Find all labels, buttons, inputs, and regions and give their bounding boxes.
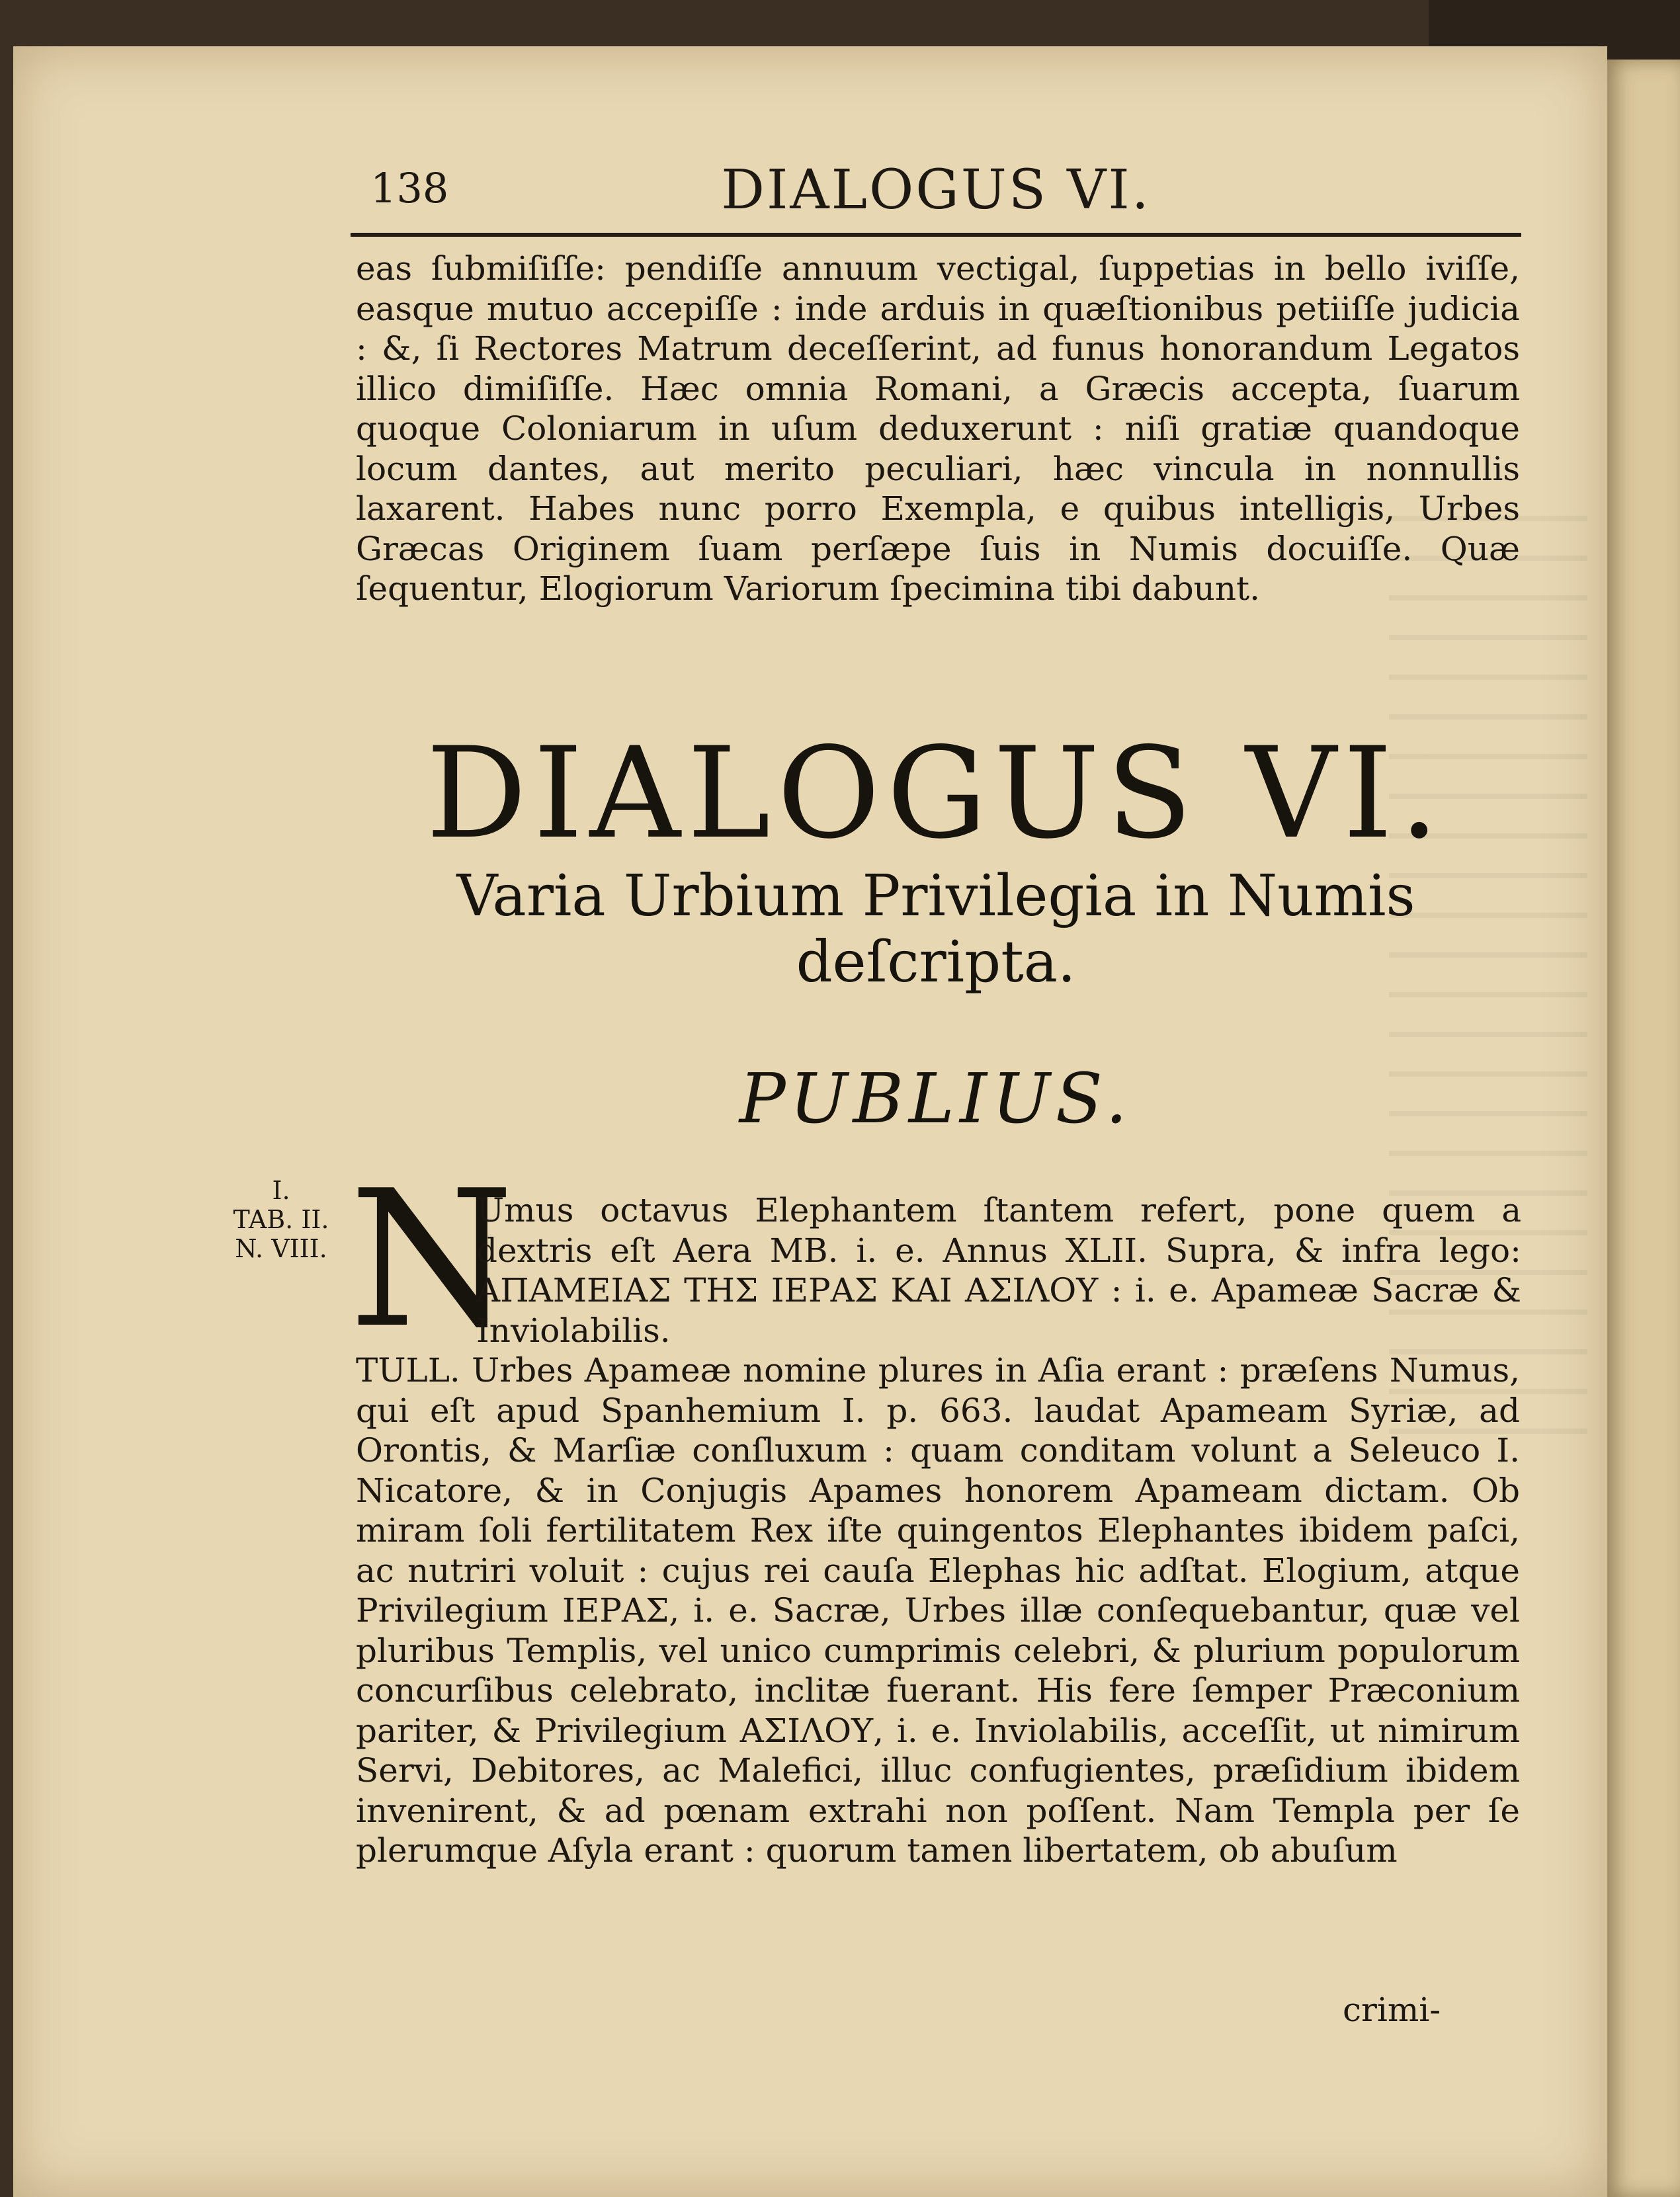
margin-note-line-2: TAB. II. [233, 1205, 329, 1234]
facing-page-edge [1607, 60, 1680, 2197]
dialogue-heading: DIALOGUS VI. [426, 720, 1446, 866]
catchword: crimi- [1343, 1991, 1441, 2029]
running-head [351, 159, 1521, 231]
paragraph-1: eas ſubmiſiſſe: pendiſſe annuum vectigal, ſuppetias in bello iviſſe, easque mutuo accepiſſe : inde arduis in quæſtionibus petiiſſe judicia : &, ſi Rectores Matrum deceſſerint, ad funus honorandum Legatos illico dimiſiſſe. Hæc omnia Romani, a Græcis accepta, ſuarum quoque Coloniarum in uſum deduxerunt : niſi gratiæ quandoque locum dantes, aut merito peculiari, hæc vincula in nonnullis laxarent. Habes nunc porro Exempla, e quibus intelligis, Urbes Græcas Originem ſuam perſæpe ſuis in Numis docuiſſe. Quæ ſequentur, Elogiorum Variorum ſpecimina tibi dabunt. [356, 249, 1520, 608]
paragraph-2-opening: Umus octavus Elephantem ſtantem refert, pone quem a dextris eſt Aera MB. i. e. Annus XLII. Supra, & infra lego: ΑΠΑΜΕΙΑΣ ΤΗΣ ΙΕΡΑΣ ΚΑΙ ΑΣΙΛΟΥ : i. e. Apameæ Sacræ & Inviolabilis. [476, 1191, 1521, 1350]
dialogue-subtitle [351, 863, 1521, 995]
page-number: 138 [370, 164, 449, 212]
margin-note [225, 1176, 337, 1263]
margin-note-line-3: N. VIII. [235, 1234, 327, 1263]
paragraph-2-continuation: TULL. Urbes Apameæ nomine plures in Aſia erant : præſens Numus, qui eſt apud Spanhemium I. p. 663. laudat Apameam Syriæ, ad Orontis, & Marſiæ conſluxum : quam conditam volunt a Seleuco I. Nicatore, & in Conjugis Apames honorem Apameam dictam. Ob miram ſoli fertilitatem Rex iſte quingentos Elephantes ibidem paſci, ac nutriri voluit : cujus rei cauſa Elephas hic adſtat. Elogium, atque Privilegium ΙΕΡΑΣ, i. e. Sacræ, Urbes illæ conſequebantur, quæ vel pluribus Templis, vel unico cumprimis celebri, & plurium populorum concurſibus celebrato, inclitæ fuerant. His fere ſemper Præconium pariter, & Privilegium ΑΣΙΛΟΥ, i. e. Inviolabilis, acceſſit, ut nimirum Servi, Debitores, ac Malefici, illuc confugientes, præſidium ibidem invenirent, & ad pœnam extrahi non poſſent. Nam Templa per ſe plerumque Aſyla erant : quorum tamen libertatem, ob abuſum [356, 1351, 1520, 1870]
header-rule [351, 233, 1521, 237]
margin-note-line-1: I. [272, 1176, 290, 1205]
running-title: DIALOGUS VI. [721, 159, 1151, 222]
subtitle-line-1: Varia Urbium Privilegia in Numis [456, 863, 1415, 929]
subtitle-line-2: deſcripta. [796, 929, 1076, 995]
speaker-name: PUBLIUS. [739, 1058, 1133, 1139]
drop-cap: N [349, 1150, 515, 1370]
